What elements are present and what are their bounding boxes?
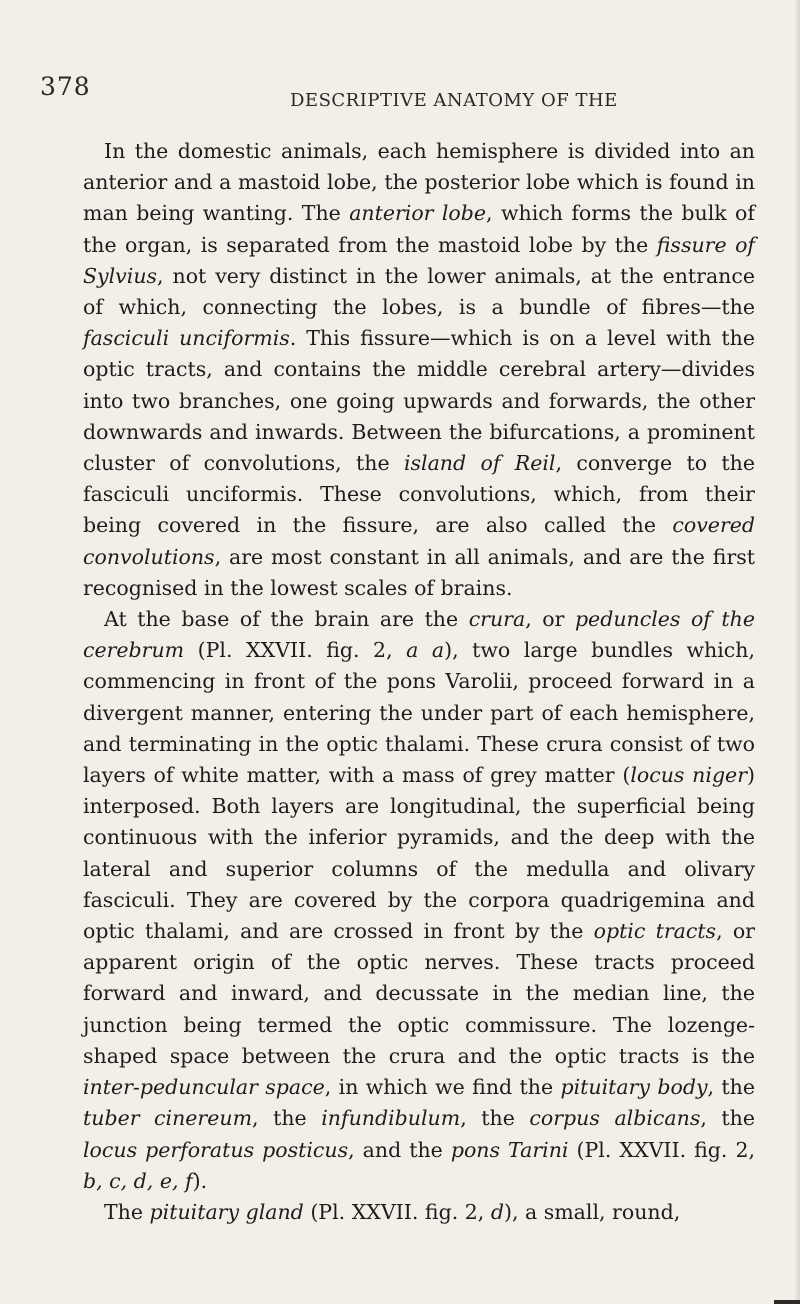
italic-term: locus perforatus posticus xyxy=(83,1137,349,1162)
italic-term: covered convolutions xyxy=(83,513,755,569)
italic-term: crura xyxy=(468,607,526,632)
text-run: , the xyxy=(700,1106,755,1131)
italic-term: inter-peduncular space xyxy=(83,1075,325,1100)
running-head: DESCRIPTIVE ANATOMY OF THE xyxy=(290,90,618,111)
text-run: , not very distinct in the lower animals, at the entrance of which, connecting the lobes, is a bundle of fibres—the xyxy=(83,263,755,320)
text-run: At the base of the brain are the xyxy=(104,607,469,632)
italic-term: infundibulum xyxy=(321,1106,461,1131)
italic-term: optic tracts xyxy=(593,919,717,944)
text-run: In the domestic animals, each hemisphere is divided into an anterior and a mastoid lobe, the posterior lobe which is found in man being wanting. The xyxy=(83,139,755,226)
text-run: (Pl. XXVII. fig. 2, xyxy=(184,638,407,663)
paragraph-cerebral-lobes xyxy=(83,136,755,604)
text-run: The xyxy=(104,1199,150,1224)
italic-term: anterior lobe xyxy=(349,201,487,226)
text-run: , the xyxy=(707,1075,756,1100)
text-run: , or xyxy=(525,607,575,632)
italic-term: a a xyxy=(406,638,445,663)
text-run: (Pl. XXVII. fig. 2, xyxy=(568,1137,756,1162)
text-run: . This fissure—which is on a level with the optic tracts, and contains the middle cerebral artery—divides into two branches, one going upwards and forwards, the other downwards and inwards. Between the bifurcations, a prominent cluster of convolutions, the xyxy=(83,326,756,476)
italic-term: peduncles of the cerebrum xyxy=(83,607,755,663)
italic-term: pituitary body xyxy=(560,1075,708,1100)
text-run: , the xyxy=(252,1106,322,1131)
corner-mark xyxy=(774,1300,800,1304)
text-run: , are most constant in all animals, and are the first recognised in the lowest scales of brains. xyxy=(83,544,755,600)
text-run: , in which we find the xyxy=(324,1075,561,1100)
text-run: , converge to the fasciculi unciformis. These convolutions, which, from their being covered in the fissure, are also called the xyxy=(83,451,756,538)
italic-term: d xyxy=(490,1199,504,1224)
italic-term: corpus albicans xyxy=(529,1106,701,1131)
italic-term: fissure of Sylvius xyxy=(83,232,756,288)
text-run: ). xyxy=(192,1168,208,1193)
body-text xyxy=(83,136,755,1228)
italic-term: tuber cinereum xyxy=(83,1106,253,1131)
italic-term: island of Reil xyxy=(403,451,556,476)
text-run: ) interposed. Both layers are longitudinal, the superficial being continuous with the inferior pyramids, and the deep with the lateral and superior columns of the medulla and olivary fasciculi. They are covered by the corpora quadrigemina and optic thalami, and are crossed in front by the xyxy=(83,763,755,944)
page-number: 378 xyxy=(40,72,91,101)
italic-term: fasciculi unciformis xyxy=(83,326,290,351)
italic-term: pituitary gland xyxy=(149,1199,304,1224)
text-run: ), a small, round, xyxy=(503,1199,681,1224)
italic-term: locus niger xyxy=(630,763,747,788)
text-run: , the xyxy=(460,1106,530,1131)
text-run: , or apparent origin of the optic nerves. These tracts proceed forward and inward, and decussate in the median line, the junction being termed the optic commissure. The lozenge-shaped space between the crura and the optic tracts is the xyxy=(83,919,755,1068)
text-run: (Pl. XXVII. fig. 2, xyxy=(303,1199,491,1224)
text-run: ), two large bundles which, commencing in front of the pons Varolii, proceed forward in a divergent manner, entering the under part of each hemisphere, and terminating in the optic thalami. These crura consist of two layers of white matter, with a mass of grey matter ( xyxy=(83,638,755,788)
paragraph-crura-cerebri xyxy=(83,604,755,1197)
italic-term: pons Tarini xyxy=(450,1137,569,1162)
text-run: , and the xyxy=(348,1137,451,1162)
paragraph-pituitary-gland xyxy=(83,1197,755,1228)
text-run: , which forms the bulk of the organ, is separated from the mastoid lobe by the xyxy=(83,201,755,257)
italic-term: b, c, d, e, f xyxy=(83,1168,193,1193)
page-header xyxy=(40,72,780,112)
page-edge-shadow xyxy=(794,0,800,1304)
